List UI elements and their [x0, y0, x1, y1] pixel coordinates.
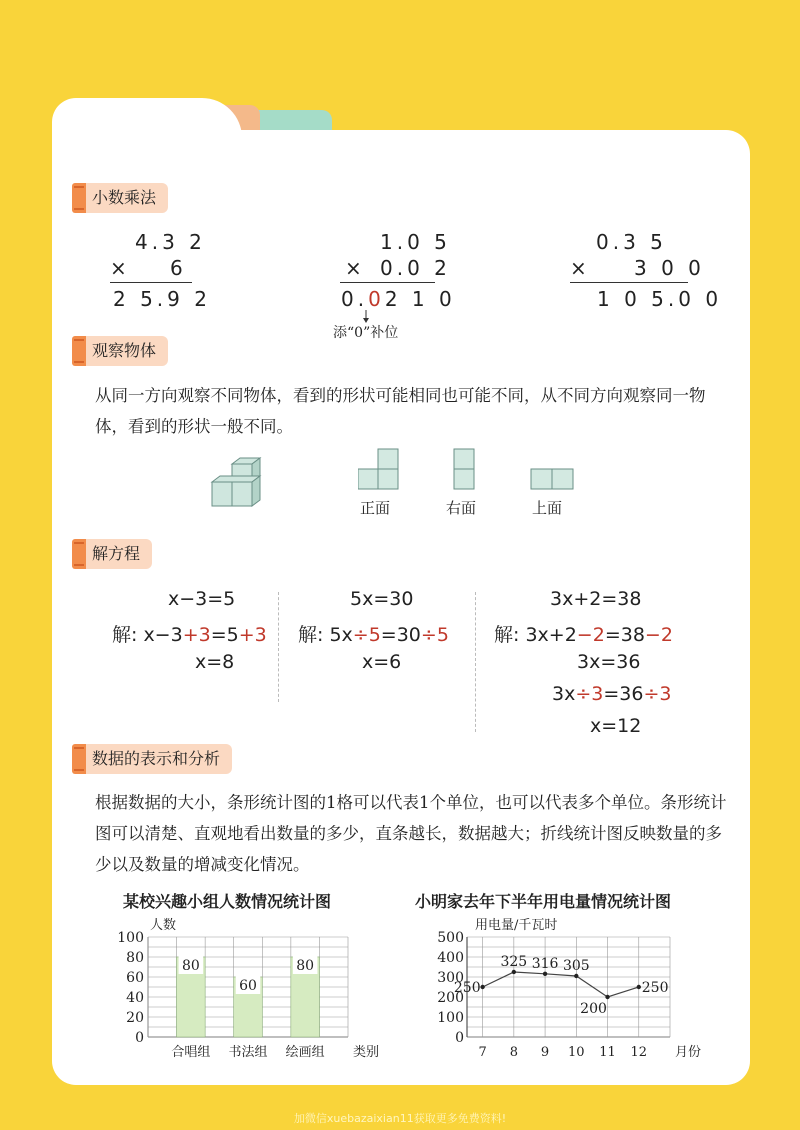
mult2-result-pre: 0. — [341, 287, 369, 311]
eq3-line3: 3x=36 — [577, 651, 641, 673]
x-tick-label: 10 — [568, 1045, 585, 1060]
section-title: 解方程 — [86, 539, 152, 569]
data-value-label: 200 — [580, 1001, 607, 1017]
data-point — [637, 985, 641, 989]
top-view-label: 上面 — [532, 499, 563, 517]
data-value-label: 305 — [562, 958, 590, 974]
y-axis-label: 人数 — [150, 918, 177, 933]
eq1-line2-red1: +3 — [182, 624, 211, 646]
eq3-line2-prefix: 解: 3x+2 — [494, 624, 577, 646]
mult3-result: 1 0 5.0 0 — [597, 287, 723, 311]
section-marker — [72, 744, 86, 774]
section-header-decimal-multiplication — [72, 183, 168, 213]
y-tick-label: 40 — [126, 990, 144, 1006]
eq3-line1: 3x+2=38 — [550, 588, 642, 610]
bar-value-label: 60 — [239, 978, 257, 994]
eq1-line3: x=8 — [195, 651, 235, 673]
mult1-rule — [110, 282, 192, 283]
mult2-rule — [340, 282, 435, 283]
eq3-line4-prefix: 3x — [552, 683, 576, 705]
eq2-line2-mid: =30 — [380, 624, 421, 646]
observe-paragraph: 从同一方向观察不同物体，看到的形状可能相同也可能不同，从不同方向观察同一物体，看到的形状一般不同。 — [95, 386, 706, 436]
right-view-label: 右面 — [446, 499, 477, 517]
bar-chart — [100, 912, 400, 1067]
y-tick-label: 80 — [126, 950, 144, 966]
mult3-multiplier: 3 0 0 — [634, 256, 705, 280]
data-value-label: 250 — [641, 980, 669, 996]
eq1-line2-red2: +3 — [238, 624, 267, 646]
section-marker — [72, 336, 86, 366]
y-tick-label: 100 — [117, 930, 144, 946]
mult1-result: 2 5.9 2 — [113, 287, 211, 311]
x-tick-label: 9 — [540, 1045, 550, 1060]
category-label: 书法组 — [228, 1045, 268, 1060]
y-tick-label: 200 — [437, 990, 464, 1006]
data-paragraph: 根据数据的大小，条形统计图的1格可以代表1个单位，也可以代表多个单位。条形统计图可以清楚、直观地看出数量的多少，直条越长，数据越大；折线统计图反映数量的多少以及数量的增减变化情况。 — [95, 793, 727, 874]
data-value-label: 316 — [531, 955, 559, 972]
divider-1 — [278, 592, 279, 702]
section-marker — [72, 539, 86, 569]
data-point — [480, 985, 484, 989]
mult3-rule — [570, 282, 688, 283]
eq3-line2-red1: −2 — [576, 624, 605, 646]
mult2-result-padded-zero: 0 — [368, 287, 385, 311]
eq1-line2 — [112, 620, 267, 647]
mult2-multiplier: 0.0 2 — [380, 256, 451, 280]
data-point — [574, 974, 578, 978]
eq3-line5: x=12 — [590, 715, 642, 737]
front-view-figure — [358, 448, 400, 490]
mult1-operator: × — [110, 256, 131, 280]
y-tick-label: 60 — [126, 970, 144, 986]
mult2-note: 添“0”补位 — [333, 325, 399, 341]
section-header-data-analysis — [72, 744, 232, 774]
x-tick-label: 12 — [630, 1045, 648, 1060]
section-title: 数据的表示和分析 — [86, 744, 232, 774]
line-chart — [415, 912, 715, 1067]
category-label: 合唱组 — [171, 1045, 211, 1060]
mult3-multiplicand: 0.3 5 — [596, 230, 667, 254]
section-header-solve-equations — [72, 539, 152, 569]
y-tick-label: 100 — [437, 1010, 464, 1026]
data-value-label: 250 — [453, 980, 481, 996]
y-axis-label: 用电量/千瓦时 — [475, 918, 558, 933]
data-point — [543, 972, 547, 976]
eq3-line4-red2: ÷3 — [643, 683, 672, 705]
x-tick-label: 8 — [509, 1045, 518, 1060]
eq2-line1: 5x=30 — [350, 588, 414, 610]
mult2-multiplicand: 1.0 5 — [380, 230, 451, 254]
series-line — [483, 972, 639, 997]
data-point — [512, 970, 516, 974]
eq2-line3: x=6 — [362, 651, 402, 673]
mult2-result — [341, 287, 456, 311]
top-view-figure — [530, 468, 574, 490]
eq1-line1: x−3=5 — [168, 588, 236, 610]
x-axis-label: 类别 — [352, 1045, 380, 1060]
y-tick-label: 400 — [437, 950, 464, 966]
section-marker — [72, 183, 86, 213]
category-label: 绘画组 — [285, 1045, 325, 1060]
y-tick-label: 0 — [135, 1030, 144, 1046]
bar-value-label: 80 — [296, 958, 315, 974]
line-chart-title: 小明家去年下半年用电量情况统计图 — [415, 892, 672, 911]
eq2-line2-red2: ÷5 — [420, 624, 449, 646]
front-view-label: 正面 — [360, 499, 391, 517]
y-tick-label: 300 — [437, 970, 464, 986]
section-title: 观察物体 — [86, 336, 168, 366]
cube-stack-figure — [208, 456, 264, 512]
eq3-line2-mid: =38 — [604, 624, 645, 646]
mult2-result-post: 2 1 0 — [384, 287, 456, 311]
eq3-line4 — [552, 683, 671, 705]
x-tick-label: 11 — [599, 1045, 616, 1060]
mult1-multiplier: 6 — [170, 256, 187, 280]
right-view-figure — [453, 448, 475, 490]
y-tick-label: 500 — [437, 930, 464, 946]
eq1-line2-prefix: 解: x−3 — [112, 624, 183, 646]
mult3-operator: × — [570, 256, 591, 280]
bar-chart-title: 某校兴趣小组人数情况统计图 — [123, 892, 332, 911]
y-tick-label: 0 — [455, 1030, 464, 1046]
eq3-line2-red2: −2 — [644, 624, 673, 646]
watermark-text: 加微信xuebazaixian11获取更多免费资料! — [293, 1112, 507, 1125]
eq2-line2-prefix: 解: 5x — [298, 624, 353, 646]
data-value-label: 325 — [500, 954, 528, 970]
eq3-line4-red1: ÷3 — [575, 683, 604, 705]
y-tick-label: 20 — [126, 1010, 144, 1026]
divider-2 — [475, 592, 476, 732]
x-axis-label: 月份 — [674, 1045, 702, 1060]
mult1-multiplicand: 4.3 2 — [135, 230, 206, 254]
eq2-line2-red1: ÷5 — [352, 624, 381, 646]
x-tick-label: 7 — [478, 1045, 487, 1060]
eq1-line2-mid: =5 — [210, 624, 239, 646]
mult2-operator: × — [345, 256, 366, 280]
eq3-line4-mid: =36 — [603, 683, 644, 705]
eq3-line2 — [494, 620, 673, 647]
data-point — [605, 995, 609, 999]
bar-value-label: 80 — [181, 958, 200, 974]
section-header-observe-objects — [72, 336, 168, 366]
section-title: 小数乘法 — [86, 183, 168, 213]
eq2-line2 — [298, 620, 449, 647]
